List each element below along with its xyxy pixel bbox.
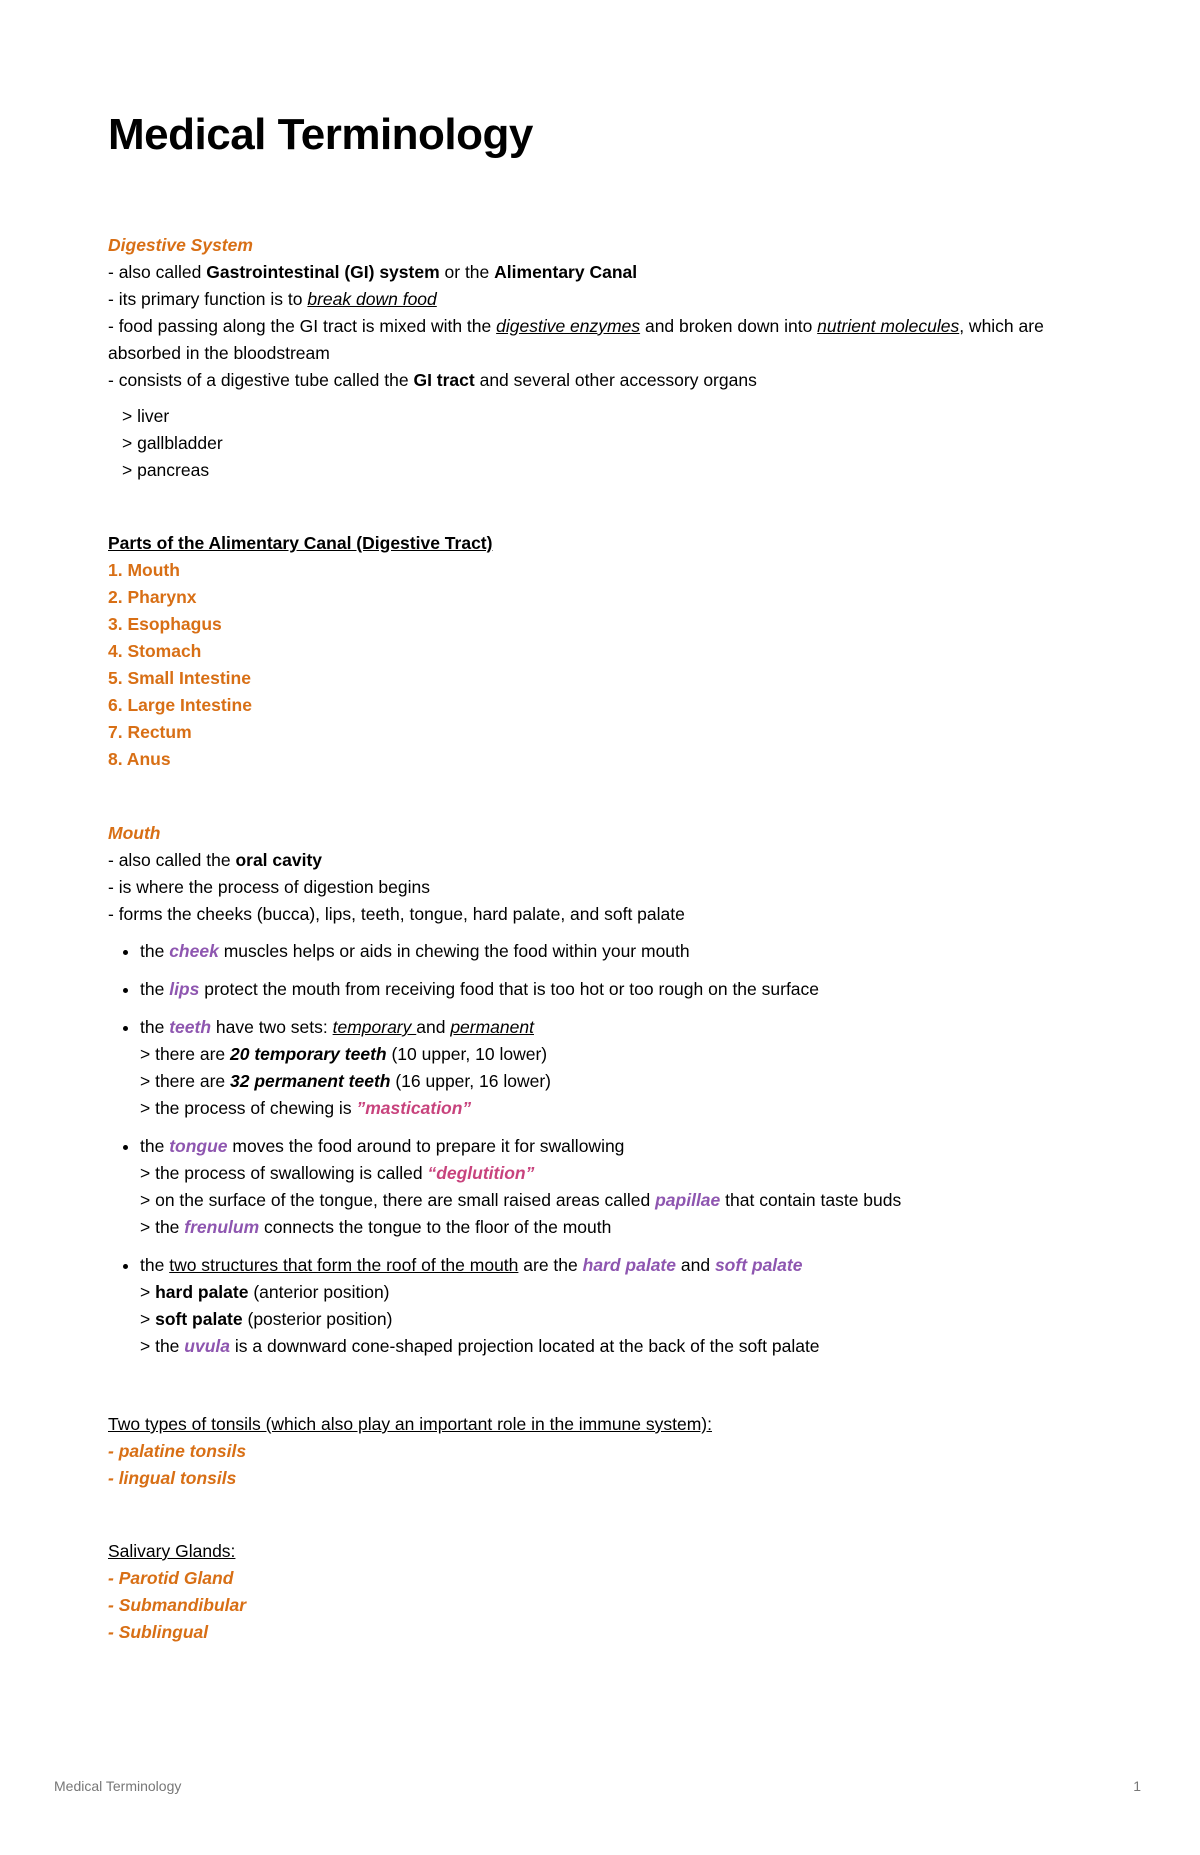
list-item: 6. Large Intestine — [108, 695, 252, 715]
section-heading: Salivary Glands: — [108, 1541, 236, 1561]
list-item: 7. Rectum — [108, 722, 192, 742]
list-item: • the lips protect the mouth from receiving food that is too hot or too rough on the surface — [140, 976, 1108, 1003]
list-item: - Sublingual — [108, 1622, 209, 1642]
list-item: 5. Small Intestine — [108, 668, 251, 688]
section-heading: Two types of tonsils (which also play an important role in the immune system): — [108, 1414, 712, 1434]
list-item: • the two structures that form the roof of the mouth are the hard palate and soft palate > hard palate (anterior position) > soft palate (posterior position) > the uvula is a downward cone-shaped projection located at the back of the soft palate — [140, 1252, 1108, 1360]
salivary-glands-section — [108, 1538, 1108, 1646]
list-item: > gallbladder — [122, 433, 223, 453]
page-title: Medical Terminology — [108, 110, 533, 159]
list-item: - palatine tonsils — [108, 1441, 247, 1461]
parts-section — [108, 530, 1108, 773]
list-item: - Submandibular — [108, 1595, 247, 1615]
text-line: - its primary function is to break down food — [108, 289, 437, 309]
text-line: - also called Gastrointestinal (GI) system or the Alimentary Canal — [108, 262, 638, 282]
page-number: 1 — [1133, 1778, 1141, 1794]
list-item: 4. Stomach — [108, 641, 202, 661]
list-item: - Parotid Gland — [108, 1568, 234, 1588]
list-item: 1. Mouth — [108, 560, 180, 580]
list-item: 2. Pharynx — [108, 587, 197, 607]
list-item: 8. Anus — [108, 749, 171, 769]
section-heading: Mouth — [108, 823, 161, 843]
text-line: - food passing along the GI tract is mixed with the digestive enzymes and broken down into nutrient molecules, which are absorbed in the bloodstream — [108, 316, 1044, 363]
list-item: 3. Esophagus — [108, 614, 222, 634]
digestive-system-section — [108, 232, 1108, 484]
list-item: > liver — [122, 406, 170, 426]
list-item: • the cheek muscles helps or aids in chewing the food within your mouth — [140, 938, 1108, 965]
list-item: • the teeth have two sets: temporary and permanent > there are 20 temporary teeth (10 upper, 10 lower) > there are 32 permanent teeth (16 upper, 16 lower) > the process of chewing is ”mastication” — [140, 1014, 1108, 1122]
text-line: - forms the cheeks (bucca), lips, teeth, tongue, hard palate, and soft palate — [108, 904, 685, 924]
section-heading: Parts of the Alimentary Canal (Digestive Tract) — [108, 533, 493, 553]
text-line: - is where the process of digestion begins — [108, 877, 430, 897]
tonsils-section — [108, 1411, 1108, 1492]
mouth-bullets — [108, 938, 1108, 1360]
mouth-section — [108, 820, 1108, 1371]
list-item: • the tongue moves the food around to prepare it for swallowing > the process of swallowing is called “deglutition” > on the surface of the tongue, there are small raised areas called papillae that contain taste buds > the frenulum connects the tongue to the floor of the mouth — [140, 1133, 1108, 1241]
section-heading: Digestive System — [108, 235, 253, 255]
list-item: > pancreas — [122, 460, 210, 480]
footer-title: Medical Terminology — [54, 1778, 182, 1794]
list-item: - lingual tonsils — [108, 1468, 237, 1488]
text-line: - also called the oral cavity — [108, 850, 323, 870]
text-line: - consists of a digestive tube called the GI tract and several other accessory organs — [108, 370, 757, 390]
accessory-organs-list — [108, 403, 1108, 484]
